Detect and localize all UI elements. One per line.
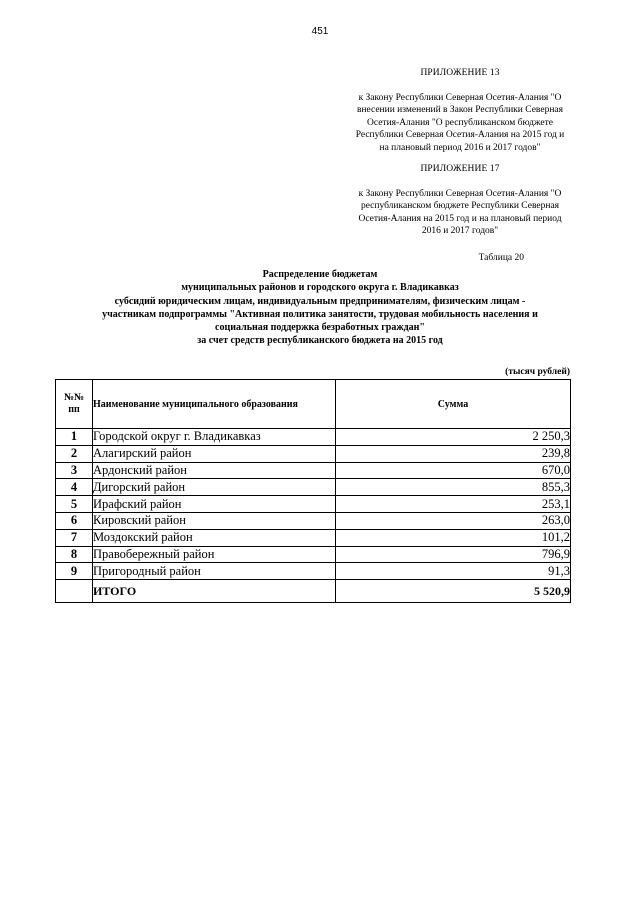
table-row: [56, 462, 571, 479]
total-label: ИТОГО: [93, 580, 336, 603]
row-sum: 91,3: [336, 563, 571, 580]
units-label: (тысяч рублей): [505, 367, 570, 377]
table-row: [56, 563, 571, 580]
appendix-13-line: Осетия-Алания "О республиканском бюджете: [367, 117, 553, 128]
table-row: [56, 479, 571, 496]
title-line: за счет средств республиканского бюджета на 2015 год: [197, 335, 443, 347]
header-sum: Сумма: [336, 380, 571, 429]
row-number: 8: [56, 546, 93, 563]
row-name: Ирафский район: [93, 496, 336, 513]
appendix-17-line: к Закону Республики Северная Осетия-Алания "О: [358, 188, 562, 199]
row-number: 5: [56, 496, 93, 513]
row-sum: 101,2: [336, 529, 571, 546]
row-number: 9: [56, 563, 93, 580]
header-name: Наименование муниципального образования: [93, 380, 336, 429]
appendix-13-title: ПРИЛОЖЕНИЕ 13: [420, 68, 500, 78]
appendix-17-line: 2016 и 2017 годов": [421, 226, 499, 237]
appendix-13-line: к Закону Республики Северная Осетия-Алания "О: [358, 92, 562, 103]
header-number-line2: пп: [68, 404, 80, 415]
table-total-row: [56, 580, 571, 603]
title-line: участникам подпрограммы "Активная политика занятости, трудовая мобильность населения и: [102, 308, 538, 320]
row-number: 7: [56, 529, 93, 546]
row-sum: 796,9: [336, 546, 571, 563]
appendix-13-line: внесении изменений в Закон Республики Северная: [356, 105, 563, 116]
row-name: Правобережный район: [93, 546, 336, 563]
title-line: социальная поддержка безработных граждан": [215, 322, 425, 334]
appendix-17-line: Осетия-Алания на 2015 год и на плановый период: [358, 213, 562, 224]
header-number: [56, 380, 93, 429]
row-sum: 263,0: [336, 512, 571, 529]
header-number-line1: №№: [63, 392, 85, 403]
table-row: [56, 546, 571, 563]
row-sum: 670,0: [336, 462, 571, 479]
row-number: 3: [56, 462, 93, 479]
row-sum: 239,8: [336, 445, 571, 462]
title-line: субсидий юридическим лицам, индивидуальным предпринимателям, физическим лицам -: [114, 295, 526, 307]
appendix-13-line: на плановый период 2016 и 2017 годов": [379, 142, 541, 153]
row-name: Кировский район: [93, 512, 336, 529]
appendix-13-text: [330, 92, 590, 155]
document-title: [40, 268, 600, 348]
row-sum: 253,1: [336, 496, 571, 513]
row-number: 6: [56, 512, 93, 529]
row-name: Алагирский район: [93, 445, 336, 462]
appendix-13-block: [330, 67, 590, 155]
row-sum: 2 250,3: [336, 429, 571, 446]
row-name: Дигорский район: [93, 479, 336, 496]
appendix-17-line: республиканском бюджете Республики Северная: [360, 201, 560, 212]
budget-table: [55, 379, 571, 603]
appendix-17-block: [330, 163, 590, 238]
page-number: 451: [311, 26, 329, 37]
appendix-17-title: ПРИЛОЖЕНИЕ 17: [420, 164, 500, 174]
title-line: муниципальных районов и городского округа г. Владикавказ: [181, 282, 459, 294]
table-header-row: [56, 380, 571, 429]
total-number-cell: [56, 580, 93, 603]
table-row: [56, 512, 571, 529]
row-number: 4: [56, 479, 93, 496]
row-number: 1: [56, 429, 93, 446]
title-line: Распределение бюджетам: [262, 269, 378, 280]
row-name: Городской округ г. Владикавказ: [93, 429, 336, 446]
table-row: [56, 429, 571, 446]
row-sum: 855,3: [336, 479, 571, 496]
total-sum: 5 520,9: [336, 580, 571, 603]
appendix-13-line: Республики Северная Осетия-Алания на 2015 год и: [355, 130, 565, 141]
row-number: 2: [56, 445, 93, 462]
table-number: Таблица 20: [478, 253, 524, 263]
table-row: [56, 529, 571, 546]
row-name: Моздокский район: [93, 529, 336, 546]
appendix-17-text: [330, 188, 590, 238]
table-row: [56, 496, 571, 513]
row-name: Ардонский район: [93, 462, 336, 479]
row-name: Пригородный район: [93, 563, 336, 580]
table-row: [56, 445, 571, 462]
